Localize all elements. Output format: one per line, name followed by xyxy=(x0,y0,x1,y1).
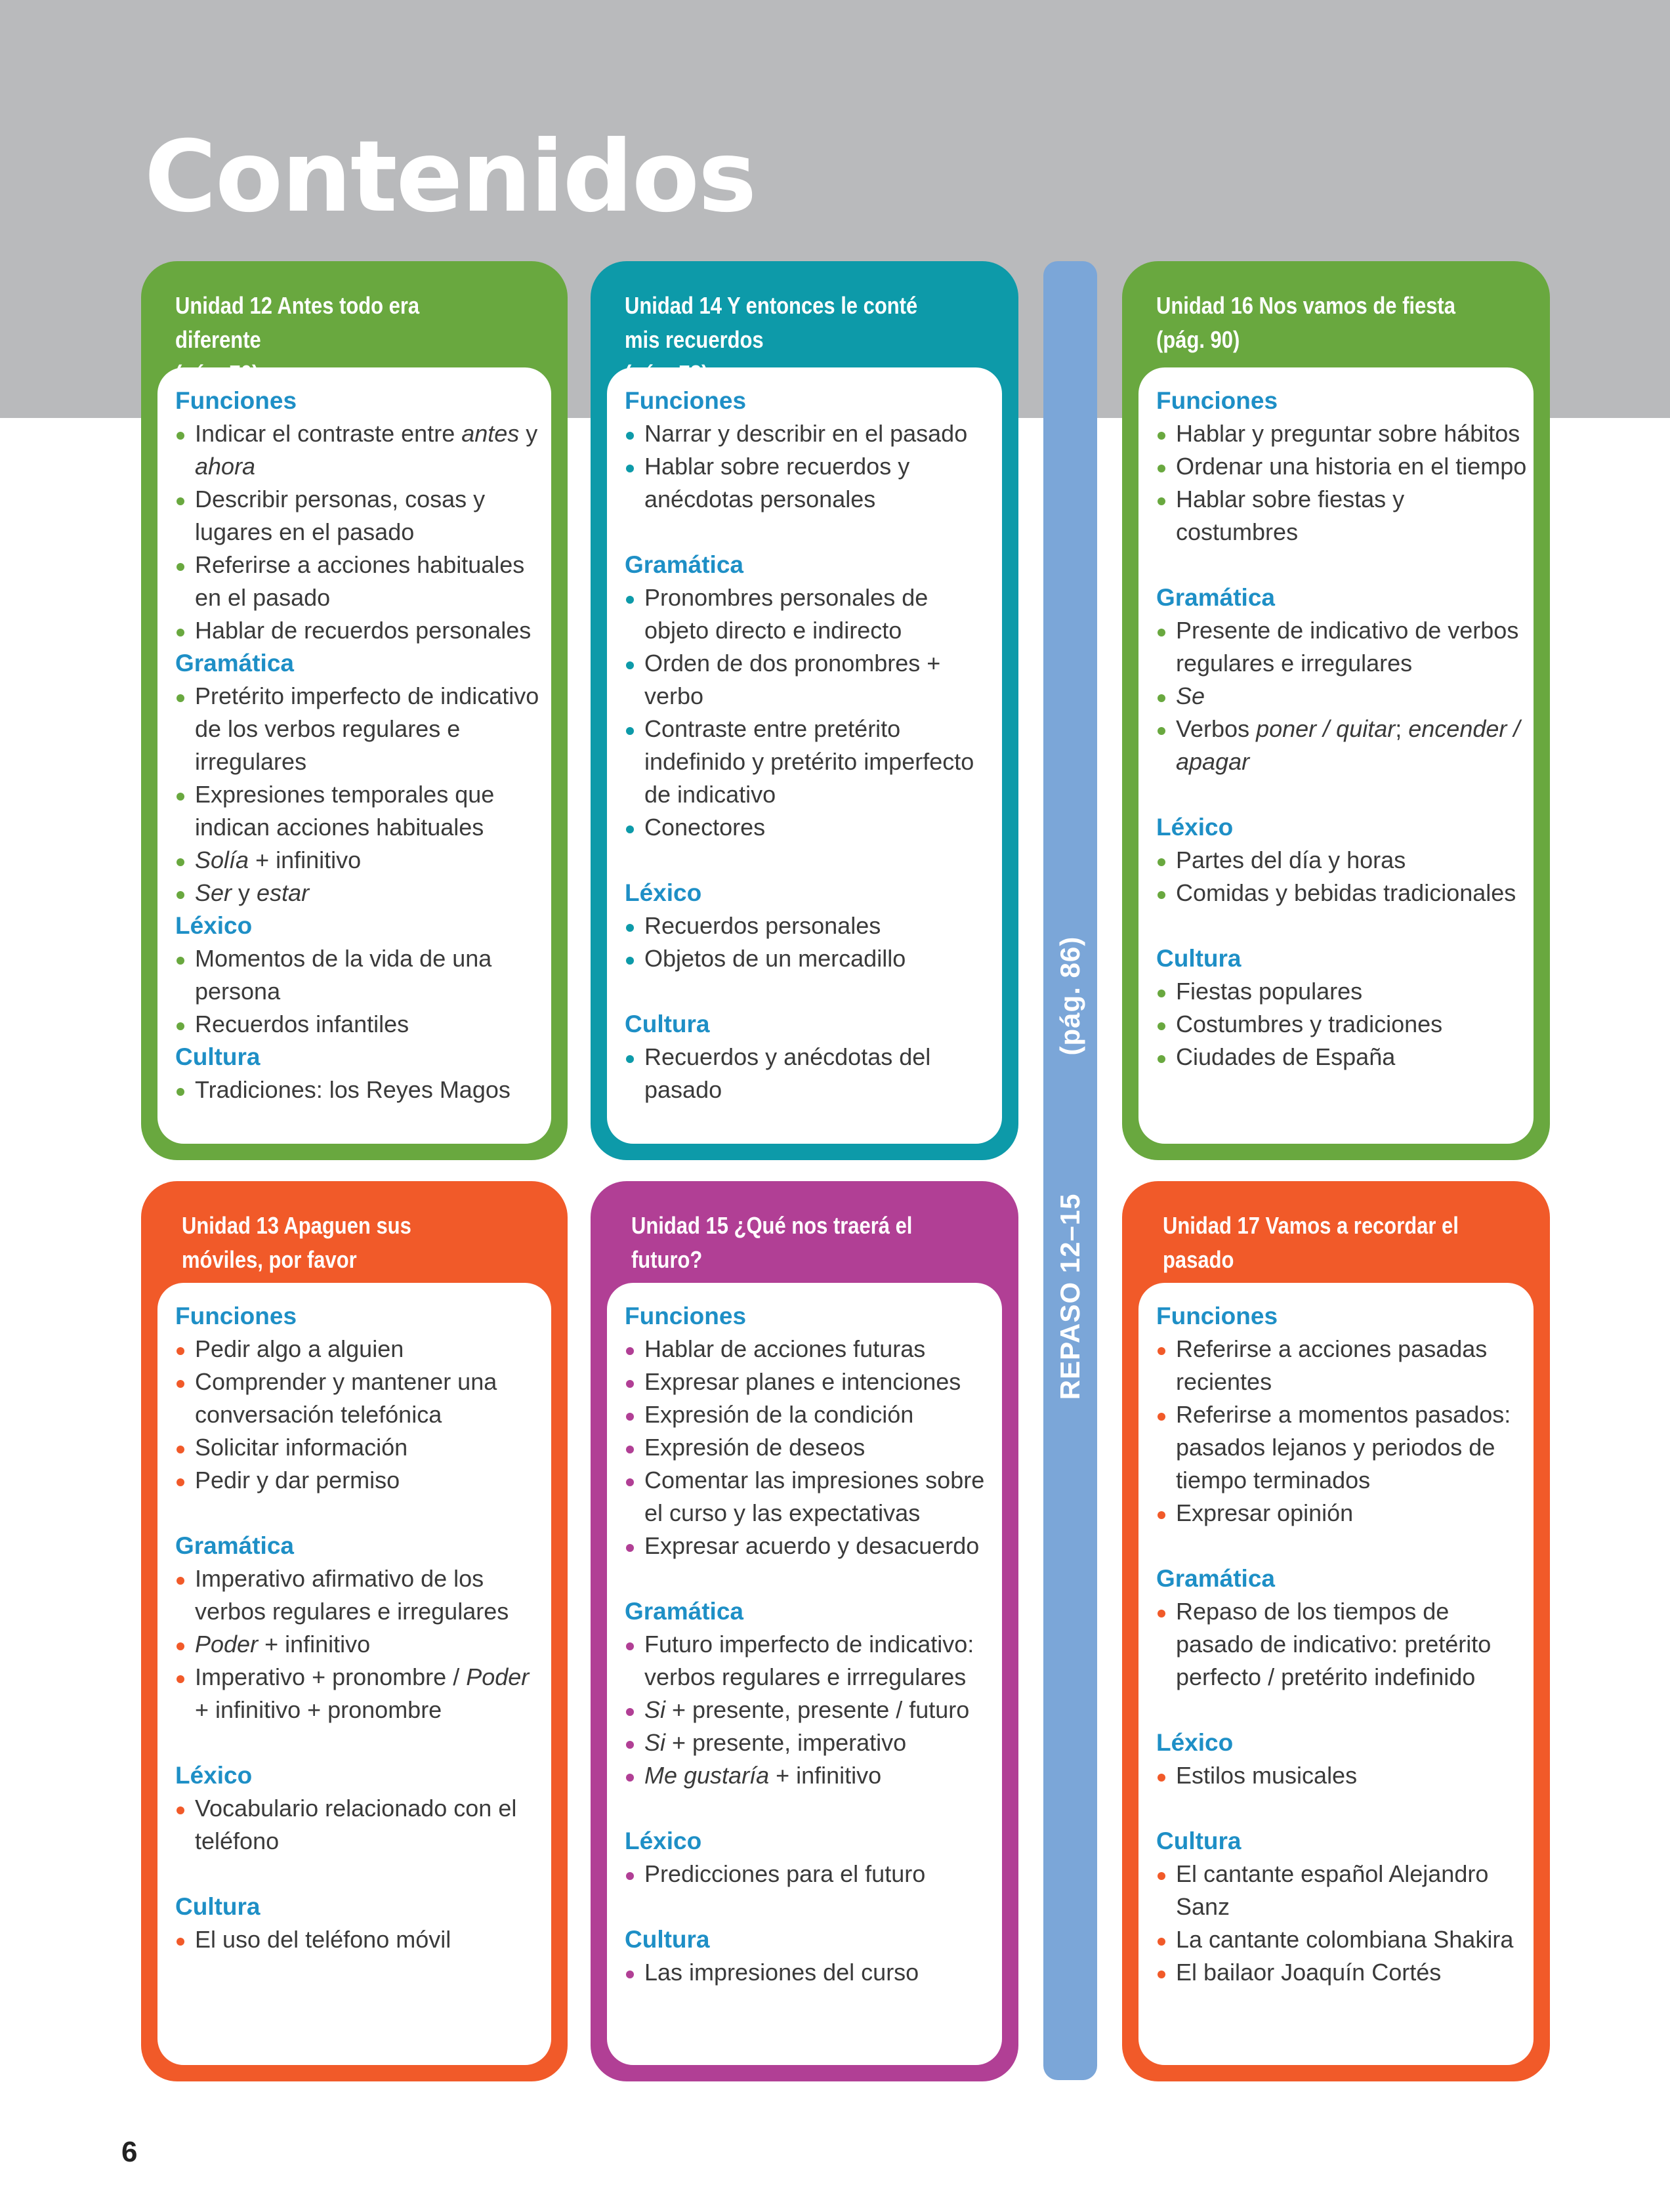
list-item xyxy=(625,417,995,450)
list-item xyxy=(1156,1923,1527,1956)
item-text: encender / apagar xyxy=(1176,715,1520,775)
item-text: antes xyxy=(461,420,520,447)
content-section xyxy=(175,1759,545,1858)
section-list xyxy=(1156,1759,1527,1792)
section-title: Cultura xyxy=(1156,945,1242,972)
list-item xyxy=(175,680,545,778)
bullet-icon xyxy=(626,1446,634,1453)
unit-title: Unidad 16 Nos vamos de fiesta xyxy=(1156,292,1455,319)
item-text: Pedir algo a alguien xyxy=(195,1335,404,1362)
item-text: Si xyxy=(644,1696,666,1723)
bullet-icon xyxy=(177,1577,184,1585)
item-text: + infinitivo + pronombre xyxy=(195,1696,442,1723)
unit-body xyxy=(607,1283,1002,2065)
bullet-icon xyxy=(177,1478,184,1486)
item-text: Objetos de un mercadillo xyxy=(644,945,906,972)
item-text: Se xyxy=(1176,682,1205,709)
unit-card-16 xyxy=(1122,261,1550,1160)
bullet-icon xyxy=(177,1347,184,1355)
section-list xyxy=(1156,1858,1527,1989)
list-item xyxy=(175,1074,545,1106)
bullet-icon xyxy=(626,727,634,735)
item-text: Si xyxy=(644,1729,666,1756)
list-item xyxy=(625,942,995,975)
item-text: Ciudades de España xyxy=(1176,1043,1396,1070)
content-section xyxy=(625,385,995,516)
item-text: El uso del teléfono móvil xyxy=(195,1926,451,1953)
section-list xyxy=(625,417,995,516)
item-text: + infinitivo xyxy=(249,846,362,873)
bullet-icon xyxy=(177,891,184,899)
list-item xyxy=(625,811,995,844)
list-item xyxy=(625,450,995,516)
item-text: Ser xyxy=(195,879,232,906)
unit-title: Unidad 12 Antes todo era diferente xyxy=(175,292,420,353)
list-item xyxy=(625,909,995,942)
bullet-icon xyxy=(1158,1022,1165,1030)
list-item xyxy=(625,581,995,647)
list-item xyxy=(175,778,545,844)
list-item xyxy=(175,877,545,909)
section-list xyxy=(175,1074,545,1106)
content-section xyxy=(625,1300,995,1562)
content-section xyxy=(625,549,995,844)
item-text: Expresar opinión xyxy=(1176,1499,1354,1526)
section-list xyxy=(175,417,545,647)
bullet-icon xyxy=(177,1446,184,1453)
bullet-icon xyxy=(626,1413,634,1421)
bullet-icon xyxy=(177,432,184,440)
section-title: Funciones xyxy=(1156,1303,1278,1329)
section-list xyxy=(175,1923,545,1956)
item-text: Partes del día y horas xyxy=(1176,846,1406,873)
list-item xyxy=(625,1431,995,1464)
bullet-icon xyxy=(1158,432,1165,440)
list-item xyxy=(1156,1398,1527,1497)
bullet-icon xyxy=(626,596,634,604)
list-item xyxy=(1156,1497,1527,1530)
section-title: Léxico xyxy=(1156,1729,1234,1756)
bullet-icon xyxy=(177,1088,184,1096)
list-item xyxy=(1156,614,1527,680)
item-text: Expresar planes e intenciones xyxy=(644,1368,961,1395)
section-title: Cultura xyxy=(175,1893,261,1920)
bullet-icon xyxy=(626,1971,634,1978)
bullet-icon xyxy=(1158,891,1165,899)
item-text: El bailaor Joaquín Cortés xyxy=(1176,1959,1442,1986)
list-item xyxy=(625,1956,995,1989)
bullet-icon xyxy=(1158,990,1165,997)
bullet-icon xyxy=(626,1774,634,1782)
unit-body xyxy=(607,367,1002,1144)
bullet-icon xyxy=(177,858,184,866)
list-item xyxy=(1156,450,1527,483)
item-text: Las impresiones del curso xyxy=(644,1959,919,1986)
list-item xyxy=(1156,1858,1527,1923)
bullet-icon xyxy=(177,563,184,571)
item-text: Narrar y describir en el pasado xyxy=(644,420,968,447)
bullet-icon xyxy=(177,1380,184,1388)
bullet-icon xyxy=(177,1022,184,1030)
content-section xyxy=(175,909,545,1041)
list-item xyxy=(625,1464,995,1530)
bullet-icon xyxy=(626,1642,634,1650)
section-title: Léxico xyxy=(625,1827,702,1854)
section-list xyxy=(1156,614,1527,778)
bullet-icon xyxy=(1158,629,1165,636)
item-text: Conectores xyxy=(644,814,766,841)
item-text: Referirse a acciones pasadas recientes xyxy=(1176,1335,1488,1395)
section-title: Léxico xyxy=(1156,814,1234,841)
item-text: Comprender y mantener una conversación telefónica xyxy=(195,1368,497,1428)
list-item xyxy=(1156,1041,1527,1074)
bullet-icon xyxy=(626,1478,634,1486)
content-section xyxy=(175,1530,545,1726)
list-item xyxy=(175,614,545,647)
unit-body xyxy=(157,1283,551,2065)
list-item xyxy=(625,1858,995,1890)
unit-body xyxy=(1138,367,1534,1144)
list-item xyxy=(1156,1333,1527,1398)
list-item xyxy=(1156,1008,1527,1041)
bullet-icon xyxy=(177,1938,184,1946)
list-item xyxy=(625,713,995,811)
bullet-icon xyxy=(626,957,634,965)
item-text: Recuerdos y anécdotas del pasado xyxy=(644,1043,931,1103)
section-list xyxy=(175,1333,545,1497)
section-list xyxy=(1156,844,1527,909)
item-text: Referirse a acciones habituales en el pasado xyxy=(195,551,525,611)
item-text: y xyxy=(232,879,257,906)
section-title: Léxico xyxy=(175,912,253,939)
item-text: La cantante colombiana Shakira xyxy=(1176,1926,1514,1953)
item-text: ; xyxy=(1395,715,1409,742)
section-list xyxy=(1156,1333,1527,1530)
item-text: Vocabulario relacionado con el teléfono xyxy=(195,1795,517,1854)
bullet-icon xyxy=(1158,1413,1165,1421)
section-list xyxy=(175,942,545,1041)
list-item xyxy=(625,1726,995,1759)
section-list xyxy=(625,909,995,975)
bullet-icon xyxy=(1158,858,1165,866)
bullet-icon xyxy=(626,1741,634,1749)
list-item xyxy=(175,844,545,877)
list-item xyxy=(175,942,545,1008)
unit-title: Unidad 14 Y entonces le conté mis recuerdos xyxy=(625,292,918,353)
content-section xyxy=(1156,1726,1527,1792)
content-section xyxy=(175,385,545,647)
list-item xyxy=(1156,713,1527,778)
list-item xyxy=(175,1333,545,1366)
item-text: Momentos de la vida de una persona xyxy=(195,945,492,1005)
item-text: Hablar de acciones futuras xyxy=(644,1335,926,1362)
item-text: Tradiciones: los Reyes Magos xyxy=(195,1076,511,1103)
section-title: Funciones xyxy=(625,1303,747,1329)
bullet-icon xyxy=(177,957,184,965)
bullet-icon xyxy=(626,465,634,472)
repaso-title: REPASO 12–15 xyxy=(1054,1193,1085,1400)
list-item xyxy=(625,1530,995,1562)
item-text: + presente, imperativo xyxy=(665,1729,907,1756)
section-title: Gramática xyxy=(175,1532,294,1559)
content-section xyxy=(1156,1825,1527,1989)
content-section xyxy=(175,1890,545,1956)
item-text: Imperativo afirmativo de los verbos regulares e irregulares xyxy=(195,1565,509,1625)
item-text: Presente de indicativo de verbos regulares e irregulares xyxy=(1176,617,1519,677)
section-title: Léxico xyxy=(175,1762,253,1789)
item-text: Verbos xyxy=(1176,715,1257,742)
list-item xyxy=(1156,877,1527,909)
bullet-icon xyxy=(626,1708,634,1716)
section-title: Cultura xyxy=(1156,1827,1242,1854)
section-title: Gramática xyxy=(1156,1565,1275,1592)
item-text: Recuerdos personales xyxy=(644,912,881,939)
list-item xyxy=(1156,1595,1527,1694)
item-text: poner / quitar xyxy=(1256,715,1396,742)
item-text: Ordenar una historia en el tiempo xyxy=(1176,453,1527,480)
list-item xyxy=(175,483,545,549)
list-item xyxy=(625,1366,995,1398)
item-text: Comentar las impresiones sobre el curso y las expectativas xyxy=(644,1467,985,1526)
unit-card-14 xyxy=(591,261,1018,1160)
bullet-icon xyxy=(177,1806,184,1814)
item-text: Poder xyxy=(195,1631,259,1658)
list-item xyxy=(175,549,545,614)
item-text: Describir personas, cosas y lugares en el pasado xyxy=(195,486,486,545)
page-title: Contenidos xyxy=(144,120,756,234)
list-item xyxy=(175,417,545,483)
list-item xyxy=(175,1431,545,1464)
list-item xyxy=(175,1366,545,1431)
section-list xyxy=(1156,417,1527,549)
bullet-icon xyxy=(1158,727,1165,735)
list-item xyxy=(625,1333,995,1366)
bullet-icon xyxy=(1158,1971,1165,1978)
item-text: Estilos musicales xyxy=(1176,1762,1358,1789)
item-text: Me gustaría xyxy=(644,1762,770,1789)
item-text: Orden de dos pronombres + verbo xyxy=(644,650,941,709)
bullet-icon xyxy=(626,432,634,440)
item-text: Pretérito imperfecto de indicativo de los verbos regulares e irregulares xyxy=(195,682,539,775)
section-list xyxy=(625,1041,995,1106)
item-text: Hablar y preguntar sobre hábitos xyxy=(1176,420,1520,447)
content-section xyxy=(625,1825,995,1890)
unit-page: (pág. 90) xyxy=(1156,326,1240,353)
unit-title: Unidad 13 Apaguen sus móviles, por favor xyxy=(182,1212,411,1273)
bullet-icon xyxy=(1158,1055,1165,1063)
item-text: Expresar acuerdo y desacuerdo xyxy=(644,1532,980,1559)
section-title: Funciones xyxy=(1156,387,1278,414)
list-item xyxy=(1156,975,1527,1008)
section-title: Funciones xyxy=(625,387,747,414)
item-text: Pronombres personales de objeto directo e indirecto xyxy=(644,584,929,644)
bullet-icon xyxy=(1158,694,1165,702)
bullet-icon xyxy=(1158,1938,1165,1946)
item-text: y xyxy=(519,420,538,447)
section-title: Funciones xyxy=(175,387,297,414)
section-list xyxy=(175,680,545,909)
item-text: Expresión de deseos xyxy=(644,1434,866,1461)
content-section xyxy=(1156,942,1527,1074)
item-text: Contraste entre pretérito indefinido y pretérito imperfecto de indicativo xyxy=(644,715,974,808)
bullet-icon xyxy=(177,497,184,505)
bullet-icon xyxy=(177,1642,184,1650)
item-text: Solía xyxy=(195,846,249,873)
list-item xyxy=(1156,1956,1527,1989)
item-text: El cantante español Alejandro Sanz xyxy=(1176,1860,1489,1920)
item-text: Costumbres y tradiciones xyxy=(1176,1011,1443,1037)
list-item xyxy=(1156,483,1527,549)
bullet-icon xyxy=(177,629,184,636)
unit-card-12 xyxy=(141,261,568,1160)
bullet-icon xyxy=(1158,1347,1165,1355)
unit-body xyxy=(1138,1283,1534,2065)
item-text: Comidas y bebidas tradicionales xyxy=(1176,879,1516,906)
item-text: Repaso de los tiempos de pasado de indicativo: pretérito perfecto / pretérito indefinido xyxy=(1176,1598,1492,1690)
list-item xyxy=(1156,844,1527,877)
section-title: Gramática xyxy=(625,1598,743,1625)
content-section xyxy=(175,647,545,909)
section-list xyxy=(625,1333,995,1562)
section-list xyxy=(625,1628,995,1792)
section-title: Léxico xyxy=(625,879,702,906)
bullet-icon xyxy=(626,1347,634,1355)
item-text: Hablar de recuerdos personales xyxy=(195,617,532,644)
item-text: + infinitivo xyxy=(258,1631,371,1658)
unit-card-17 xyxy=(1122,1181,1550,2081)
content-section xyxy=(1156,1300,1527,1530)
unit-title: Unidad 17 Vamos a recordar el pasado xyxy=(1163,1212,1459,1273)
bullet-icon xyxy=(626,1544,634,1552)
bullet-icon xyxy=(1158,465,1165,472)
bullet-icon xyxy=(1158,1511,1165,1519)
item-text: Poder xyxy=(466,1663,530,1690)
section-list xyxy=(175,1792,545,1858)
item-text: Hablar sobre recuerdos y anécdotas personales xyxy=(644,453,910,512)
list-item xyxy=(625,1628,995,1694)
content-section xyxy=(1156,1562,1527,1694)
list-item xyxy=(1156,680,1527,713)
list-item xyxy=(175,1008,545,1041)
unit-body xyxy=(157,367,551,1144)
section-list xyxy=(1156,1595,1527,1694)
list-item xyxy=(175,1562,545,1628)
bullet-icon xyxy=(177,793,184,801)
list-item xyxy=(1156,417,1527,450)
bullet-icon xyxy=(626,1055,634,1063)
item-text: Fiestas populares xyxy=(1176,978,1363,1005)
content-section xyxy=(625,1923,995,1989)
item-text: Referirse a momentos pasados: pasados lejanos y periodos de tiempo terminados xyxy=(1176,1401,1511,1493)
section-title: Gramática xyxy=(1156,584,1275,611)
section-title: Cultura xyxy=(625,1011,710,1037)
item-text: Expresiones temporales que indican acciones habituales xyxy=(195,781,495,841)
bullet-icon xyxy=(626,661,634,669)
bullet-icon xyxy=(626,825,634,833)
bullet-icon xyxy=(626,1872,634,1880)
unit-card-15 xyxy=(591,1181,1018,2081)
unit-card-13 xyxy=(141,1181,568,2081)
section-title: Gramática xyxy=(625,551,743,578)
item-text: Futuro imperfecto de indicativo: verbos regulares e irrregulares xyxy=(644,1631,974,1690)
section-list xyxy=(625,1956,995,1989)
item-text: Pedir y dar permiso xyxy=(195,1467,400,1493)
list-item xyxy=(175,1628,545,1661)
bullet-icon xyxy=(1158,497,1165,505)
list-item xyxy=(625,1694,995,1726)
list-item xyxy=(175,1464,545,1497)
repaso-page: (pág. 86) xyxy=(1054,936,1085,1056)
section-title: Cultura xyxy=(175,1043,261,1070)
page-number: 6 xyxy=(121,2136,138,2168)
list-item xyxy=(1156,1759,1527,1792)
unit-header xyxy=(1156,289,1472,357)
content-section xyxy=(1156,385,1527,549)
list-item xyxy=(175,1661,545,1726)
list-item xyxy=(625,1759,995,1792)
bullet-icon xyxy=(626,1380,634,1388)
list-item xyxy=(175,1923,545,1956)
bullet-icon xyxy=(1158,1872,1165,1880)
item-text: Imperativo + pronombre / xyxy=(195,1663,467,1690)
section-title: Funciones xyxy=(175,1303,297,1329)
bullet-icon xyxy=(1158,1774,1165,1782)
section-list xyxy=(625,1858,995,1890)
section-title: Gramática xyxy=(175,650,294,677)
content-section xyxy=(625,1008,995,1106)
section-list xyxy=(625,581,995,844)
content-section xyxy=(175,1300,545,1497)
list-item xyxy=(625,1041,995,1106)
list-item xyxy=(625,647,995,713)
item-text: Expresión de la condición xyxy=(644,1401,914,1428)
item-text: Hablar sobre fiestas y costumbres xyxy=(1176,486,1405,545)
item-text: ahora xyxy=(195,453,256,480)
repaso-label xyxy=(1054,936,1086,1400)
item-text: Predicciones para el futuro xyxy=(644,1860,926,1887)
item-text: Recuerdos infantiles xyxy=(195,1011,409,1037)
item-text: Solicitar información xyxy=(195,1434,408,1461)
item-text: + presente, presente / futuro xyxy=(665,1696,970,1723)
unit-title: Unidad 15 ¿Qué nos traerá el futuro? xyxy=(631,1212,913,1273)
bullet-icon xyxy=(177,694,184,702)
section-list xyxy=(1156,975,1527,1074)
content-section xyxy=(1156,581,1527,778)
content-section xyxy=(1156,811,1527,909)
bullet-icon xyxy=(177,1675,184,1683)
bullet-icon xyxy=(1158,1610,1165,1617)
content-section xyxy=(625,1595,995,1792)
bullet-icon xyxy=(626,924,634,932)
item-text: estar xyxy=(257,879,310,906)
section-list xyxy=(175,1562,545,1726)
item-text: Indicar el contraste entre xyxy=(195,420,462,447)
list-item xyxy=(175,1792,545,1858)
list-item xyxy=(625,1398,995,1431)
item-text: + infinitivo xyxy=(769,1762,882,1789)
content-section xyxy=(175,1041,545,1106)
content-section xyxy=(625,877,995,975)
section-title: Cultura xyxy=(625,1926,710,1953)
